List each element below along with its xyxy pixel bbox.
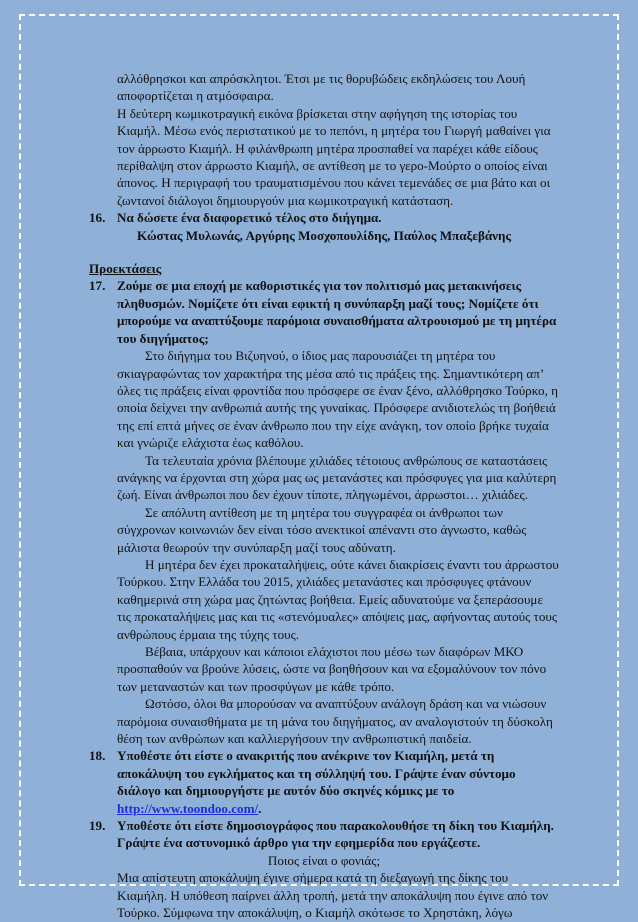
question-number: 17. [89, 278, 106, 294]
question-text: Υποθέστε ότι είστε δημοσιογράφος που παρακολουθήσε τη δίκη του Κιαμήλη. Γράψτε ένα αστυνομικό άρθρο για την εφημερίδα που εργάζεστε. [117, 818, 554, 851]
answer-paragraph: Ωστόσο, όλοι θα μπορούσαν να αναπτύξουν ανάλογη δράση και να νιώσουν παρόμοια συναισθήματα με τη μάνα του διηγήματος, αν αναλογιστούν τη δύσκολη θέση των ανθρώπων και καλλιεργήσουν την ανθρωπιστική παιδεία. [117, 696, 553, 747]
question-number: 16. [89, 210, 106, 226]
question-17 [89, 277, 559, 347]
answer-paragraph: Η μητέρα δεν έχει προκαταλήψεις, ούτε κάνει διακρίσεις έναντι του άρρωστου Τούρκου. Στην Ελλάδα του 2015, χιλιάδες μετανάστες και πρόσφυγες φτάνουν καθημερινά στη χώρα μας ζητώντας βοήθεια. Εμείς αδυνατούμε να ξεπεράσουμε τις προκαταλήψεις μας και τις «στενόμυαλες» απόψεις μας, αφήνοντας αυτούς τους ανθρώπους έρμαια της τύχης τους. [117, 556, 559, 642]
answer-paragraph: Βέβαια, υπάρχουν και κάποιοι ελάχιστοι που μέσω των διαφόρων ΜΚΟ προσπαθούν να βρούνε λύσεις, ώστε να βοηθήσουν και να εξομαλύνουν τον πόνο των μεταναστών και των προσφύγων με κάθε τρόπο. [117, 644, 547, 694]
authors-line: Κώστας Μυλωνάς, Αργύρης Μοσχοπουλίδης, Παύλος Μπαξεβάνης [137, 227, 511, 243]
toondoo-link[interactable]: http://www.toondoo.com/ [117, 800, 259, 816]
question-number: 18. [89, 748, 106, 764]
question-body: Υποθέστε ότι είστε ο ανακριτής που ανέκρινε τον Κιαμήλη, μετά τη αποκάλυψη του εγκλήματος και τη σύλληψή του. Γράψτε έναν σύντομο διάλογο και δημιουργήστε με αυτόν δύο σκηνές κόμικς με το [117, 748, 516, 799]
question-number: 19. [89, 818, 106, 834]
article-text: Μια απίστευτη αποκάλυψη έγινε σήμερα κατά τη διεξαγωγή της δίκης του Κιαμήλη. Η υπόθεση παίρνει άλλη τροπή, μετά την αποκάλυψη που έγινε από τον Τούρκο. Σύμφωνα την αποκάλυψη, ο Κιαμήλ σκότωσε το Χρηστάκη, λόγω [117, 870, 549, 921]
answer-paragraph: Τα τελευταία χρόνια βλέπουμε χιλιάδες τέτοιους ανθρώπους σε καταστάσεις ανάγκης να έρχονται στη χώρα μας ως μετανάστες και πρόσφυγες για μια καλύτερη ζωή. Είναι άνθρωποι που δεν έχουν τίποτε, πληγωμένοι, άρρωστοι… χιλιάδες. [117, 452, 557, 503]
article-title: Ποιος είναι ο φονιάς; [267, 852, 381, 868]
question-16 [89, 209, 559, 226]
question-19 [89, 817, 559, 852]
link-period: . [258, 800, 262, 816]
section-heading: Προεκτάσεις [89, 261, 162, 277]
answer-paragraph: Σε απόλυτη αντίθεση με τη μητέρα του συγγραφέα οι άνθρωποι των σύγχρονων κοινωνιών δεν είναι τόσο ανεκτικοί απέναντι στο άγνωστο, καθώς μάλιστα θεωρούν την συνύπαρξη μαζί τους αδύνατη. [117, 504, 527, 555]
question-text: Ζούμε σε μια εποχή με καθοριστικές για τον πολιτισμό μας μετακινήσεις πληθυσμών. Νομίζετε ότι είναι εφικτή η συνύπαρξη μαζί τους; Νομίζετε ότι μπορούμε να αναπτύξουμε παρόμοια συναισθήματα αλτρουισμού με τη μητέρα του διηγήματος; [117, 278, 557, 346]
paragraph-tragicomic-image: Η δεύτερη κωμικοτραγική εικόνα βρίσκεται στην αφήγηση της ιστορίας του Κιαμήλ. Μέσω ενός περιστατικού με το πεπόνι, η μητέρα του Γιωργή μαθαίνει για τον άρρωστο Κιαμήλ. Η φιλάνθρωπη μητέρα προσπαθεί να παρέχει κάθε είδους περίθαλψη στον άρρωστο Κιαμήλ, σε αντίθεση με το γερο-Μούρτο ο οποίος είναι άπονος. Η περιγραφή του τραυματισμένου που κάνει τεμενάδες σε μια βάτο και οι ζωντανοί διάλογοι δημιουργούν μια κωμικοτραγική κατάσταση. [117, 105, 551, 208]
question-text: Να δώσετε ένα διαφορετικό τέλος στο διήγημα. [117, 210, 382, 226]
paragraph-intro-continued: αλλόθρησκοι και απρόσκλητοι. Έτσι με τις θορυβώδεις εκδηλώσεις του Λουή αποφορτίζεται η ατμόσφαιρα. [117, 71, 526, 104]
question-18 [89, 747, 559, 817]
answer-paragraph: Στο διήγημα του Βιζυηνού, ο ίδιος μας παρουσιάζει τη μητέρα του σκιαγραφώντας τον χαρακτήρα της μέσα από τις πράξεις της. Σημαντικότερη απ’ όλες τις πράξεις είναι φροντίδα που πρόσφερε σε έναν ξένο, αλλόθρησκο Τούρκο, η οποία δείχνει την ανθρωπιά αυτής της γυναίκας. Πρόσφερε ανιδιοτελώς τη βοήθειά της επί επτά μήνες σε έναν άνθρωπο που την είχε ανάγκη, τον οποίο βρήκε τυχαία και γνώριζε ελάχιστα έως καθόλου. [117, 348, 558, 451]
document-page [89, 70, 559, 922]
question-text [117, 747, 559, 817]
